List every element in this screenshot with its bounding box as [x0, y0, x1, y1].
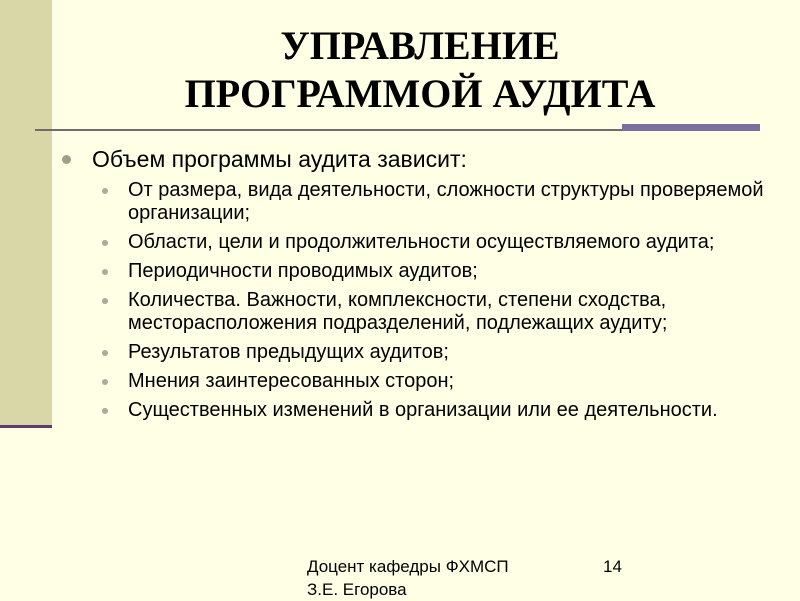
footer-line-1: Доцент кафедры ФХМСП	[307, 557, 509, 576]
bullet-dot-icon	[102, 269, 108, 275]
list-item	[62, 289, 767, 335]
list-item	[62, 399, 767, 422]
bullet-dot-icon	[102, 188, 108, 194]
list-item	[62, 231, 767, 254]
page-number: 14	[603, 557, 622, 576]
slide-title	[70, 22, 770, 118]
footer-author	[307, 555, 557, 601]
bullet-heading	[62, 145, 767, 173]
list-item-text: Области, цели и продолжительности осуществляемого аудита;	[128, 231, 715, 253]
list-item-text: От размера, вида деятельности, сложности структуры проверяемой организации;	[128, 179, 764, 224]
bullet-heading-text: Объем программы аудита зависит:	[92, 146, 467, 172]
bullet-dot-icon	[102, 240, 108, 246]
bullet-dot-icon	[102, 408, 108, 414]
list-item	[62, 370, 767, 393]
list-item	[62, 179, 767, 225]
bullet-dot-icon	[102, 298, 108, 304]
slide-content	[62, 145, 767, 422]
list-item-text: Мнения заинтересованных сторон;	[128, 370, 455, 392]
left-bar-accent-line	[0, 425, 52, 428]
list-item	[62, 260, 767, 283]
title-line-2: ПРОГРАММОЙ АУДИТА	[184, 71, 656, 116]
list-item-text: Количества. Важности, комплексности, степени сходства, месторасположения подразделений, подлежащих аудиту;	[128, 289, 668, 334]
bullet-dot-icon	[102, 379, 108, 385]
list-item-text: Результатов предыдущих аудитов;	[128, 341, 449, 363]
list-item	[62, 341, 767, 364]
list-item-text: Существенных изменений в организации или ее деятельности.	[128, 399, 718, 421]
title-divider-accent	[622, 124, 760, 131]
footer-line-2: З.Е. Егорова	[307, 580, 407, 599]
bullet-dot-icon	[102, 350, 108, 356]
bullet-dot-icon	[62, 155, 71, 164]
title-line-1: УПРАВЛЕНИЕ	[280, 23, 560, 68]
left-decorative-bar	[0, 0, 52, 425]
list-item-text: Периодичности проводимых аудитов;	[128, 260, 478, 282]
